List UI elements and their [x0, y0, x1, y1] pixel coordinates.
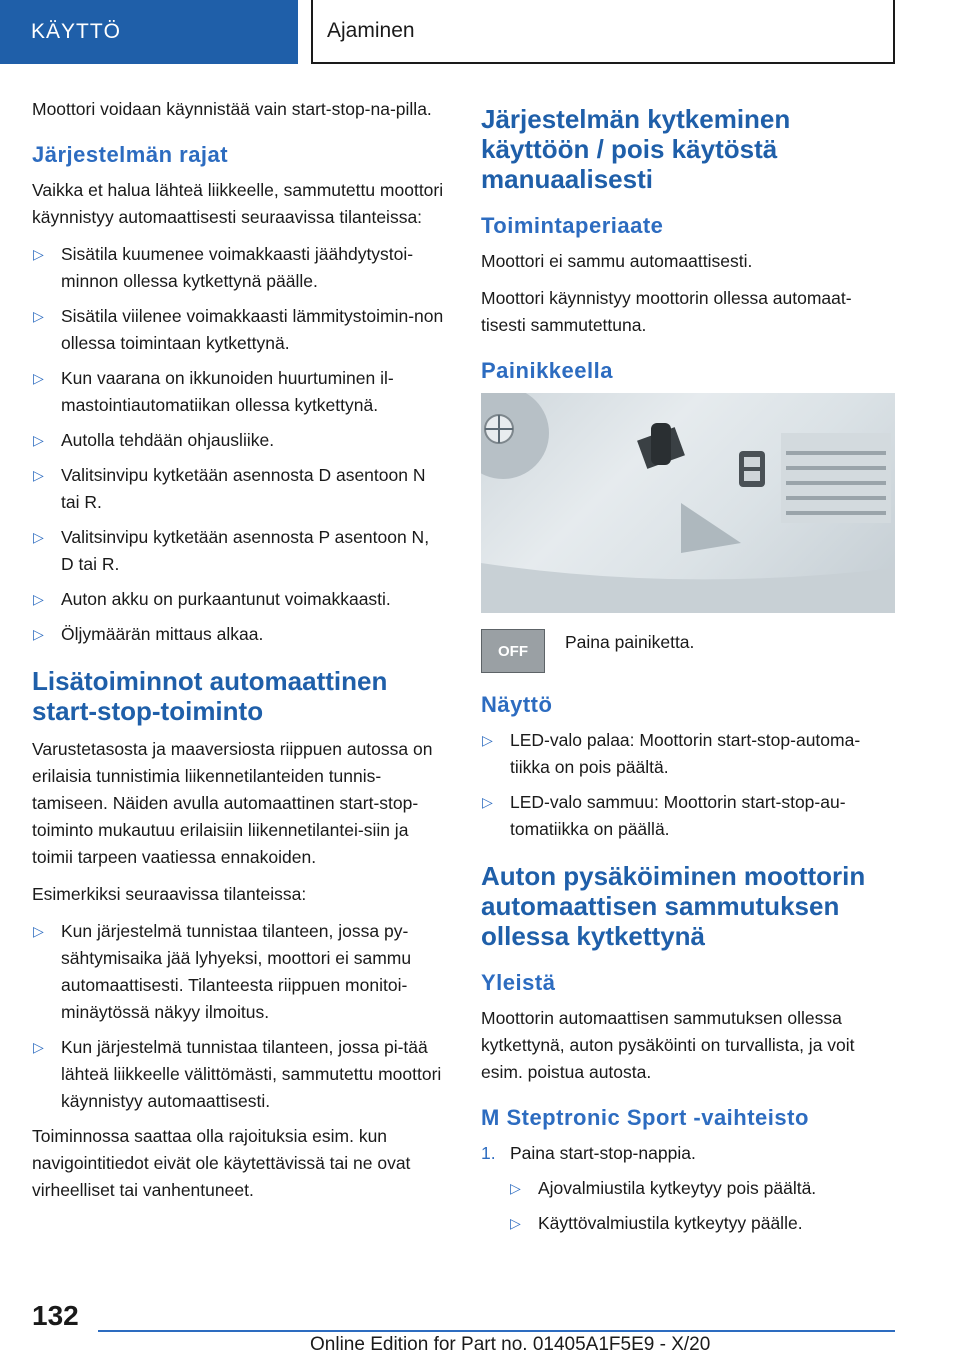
page-number: 132 — [32, 1300, 79, 1331]
list-item: ▷ Sisätila kuumenee voimakkaasti jäähdytystoi-minnon ollessa kytkettynä päälle. — [32, 241, 444, 295]
heading-rajat: Järjestelmän rajat — [32, 142, 229, 167]
button-row — [481, 629, 893, 673]
right-column — [481, 96, 893, 1245]
list-item: ▷ LED-valo palaa: Moottorin start-stop-automa-tiikka on pois päältä. — [481, 727, 893, 781]
list-item: ▷ Kun järjestelmä tunnistaa tilanteen, jossa py-sähtymisaika jää lyhyeksi, moottori ei sammu automaattisesti. Tilanteesta riippuen monitoi-minäytössä näkyy ilmoitus. — [32, 918, 444, 1026]
triangle-bullet-icon: ▷ — [33, 591, 44, 607]
lisa-paragraph: Varustetasosta ja maaversiosta riippuen autossa on erilaisia tunnistimia liikennetilanteiden tunnis-tamiseen. Näiden avulla automaattinen start-stop-toiminto mukautuu erilaisiin liikennetilantei-siin ja toimii tarpeen vaatiessa ennakoiden. — [32, 739, 433, 867]
list-item: ▷ Valitsinvipu kytketään asennosta P asentoon N, D tai R. — [32, 524, 444, 578]
list-item: ▷ Öljymäärän mittaus alkaa. — [32, 621, 444, 648]
chapter-title: Ajaminen — [327, 19, 415, 42]
footer-divider — [98, 1330, 895, 1332]
heading-lisatoiminnot: Lisätoiminnot automaattinen start-stop-toiminto — [32, 666, 388, 726]
triangle-bullet-icon: ▷ — [33, 370, 44, 386]
triangle-bullet-icon: ▷ — [510, 1180, 521, 1196]
heading-yleista: Yleistä — [481, 970, 556, 995]
triangle-bullet-icon: ▷ — [33, 923, 44, 939]
section-title: KÄYTTÖ — [31, 20, 122, 43]
steps-list — [481, 1140, 893, 1167]
heading-toimintaperiaate: Toimintaperiaate — [481, 213, 664, 238]
heading-naytto: Näyttö — [481, 692, 553, 717]
triangle-bullet-icon: ▷ — [33, 626, 44, 642]
toim-paragraph-1: Moottori ei sammu automaattisesti. — [481, 251, 753, 271]
list-item: ▷ Käyttövalmiustila kytkeytyy päälle. — [509, 1210, 893, 1237]
dashboard-illustration — [481, 393, 895, 613]
step-number: 1. — [481, 1143, 496, 1163]
step-item: 1. Paina start-stop-nappia. — [481, 1140, 893, 1167]
heading-painikkeella: Painikkeella — [481, 358, 613, 383]
rajat-paragraph: Vaikka et halua lähteä liikkeelle, sammutettu moottori käynnistyy automaattisesti seuraavissa tilanteissa: — [32, 180, 444, 227]
heading-kytkeminen: Järjestelmän kytkeminen käyttöön / pois käytöstä manuaalisesti — [481, 104, 791, 194]
list-item: ▷ Kun järjestelmä tunnistaa tilanteen, jossa pi-tää lähteä liikkeelle välittömästi, sammutettu moottori käynnistyy automaattisesti. — [32, 1034, 444, 1115]
paina-text: Paina painiketta. — [565, 632, 695, 652]
triangle-bullet-icon: ▷ — [482, 794, 493, 810]
left-column — [32, 96, 444, 1214]
rajat-list — [32, 241, 444, 648]
triangle-bullet-icon: ▷ — [510, 1215, 521, 1231]
triangle-bullet-icon: ▷ — [33, 1039, 44, 1055]
section-tab — [0, 0, 298, 64]
intro-paragraph: Moottori voidaan käynnistää vain start-stop-na-pilla. — [32, 99, 432, 119]
esim-paragraph: Esimerkiksi seuraavissa tilanteissa: — [32, 884, 307, 904]
list-item: ▷ Ajovalmiustila kytkeytyy pois päältä. — [509, 1175, 893, 1202]
triangle-bullet-icon: ▷ — [33, 529, 44, 545]
heading-pysakoiminen: Auton pysäköiminen moottorin automaattisen sammutuksen ollessa kytkettynä — [481, 861, 866, 951]
edition-text: Online Edition for Part no. 01405A1F5E9 - X/20 — [310, 1334, 711, 1355]
naytto-list — [481, 727, 893, 843]
esim-list — [32, 918, 444, 1115]
yleista-paragraph: Moottorin automaattisen sammutuksen ollessa kytkettynä, auton pysäköinti on turvallista, ja voit esim. poistua autosta. — [481, 1008, 855, 1082]
step-sub-list — [481, 1175, 893, 1237]
auto-start-stop-off-icon: OFF — [481, 629, 545, 673]
dashboard-photo — [481, 393, 895, 613]
heading-steptronic: M Steptronic Sport -vaihteisto — [481, 1105, 809, 1130]
triangle-bullet-icon: ▷ — [33, 432, 44, 448]
list-item: ▷ Kun vaarana on ikkunoiden huurtuminen il-mastointiautomatiikan ollessa kytkettynä. — [32, 365, 444, 419]
list-item: ▷ LED-valo sammuu: Moottorin start-stop-au-tomatiikka on päällä. — [481, 789, 893, 843]
triangle-bullet-icon: ▷ — [33, 246, 44, 262]
toim-paragraph-2: Moottori käynnistyy moottorin ollessa automaat-tisesti sammutettuna. — [481, 288, 852, 335]
list-item: ▷ Autolla tehdään ohjausliike. — [32, 427, 444, 454]
chapter-header — [311, 0, 895, 64]
triangle-bullet-icon: ▷ — [33, 308, 44, 324]
triangle-bullet-icon: ▷ — [33, 467, 44, 483]
list-item: ▷ Auton akku on purkaantunut voimakkaasti. — [32, 586, 444, 613]
list-item: ▷ Sisätila viilenee voimakkaasti lämmitystoimin-non ollessa toimintaan kytkettynä. — [32, 303, 444, 357]
list-item: ▷ Valitsinvipu kytketään asennosta D asentoon N tai R. — [32, 462, 444, 516]
outro-paragraph: Toiminnossa saattaa olla rajoituksia esim. kun navigointitiedot eivät ole käytettävissä tai ne ovat virheelliset tai vanhentuneet. — [32, 1126, 411, 1200]
triangle-bullet-icon: ▷ — [482, 732, 493, 748]
